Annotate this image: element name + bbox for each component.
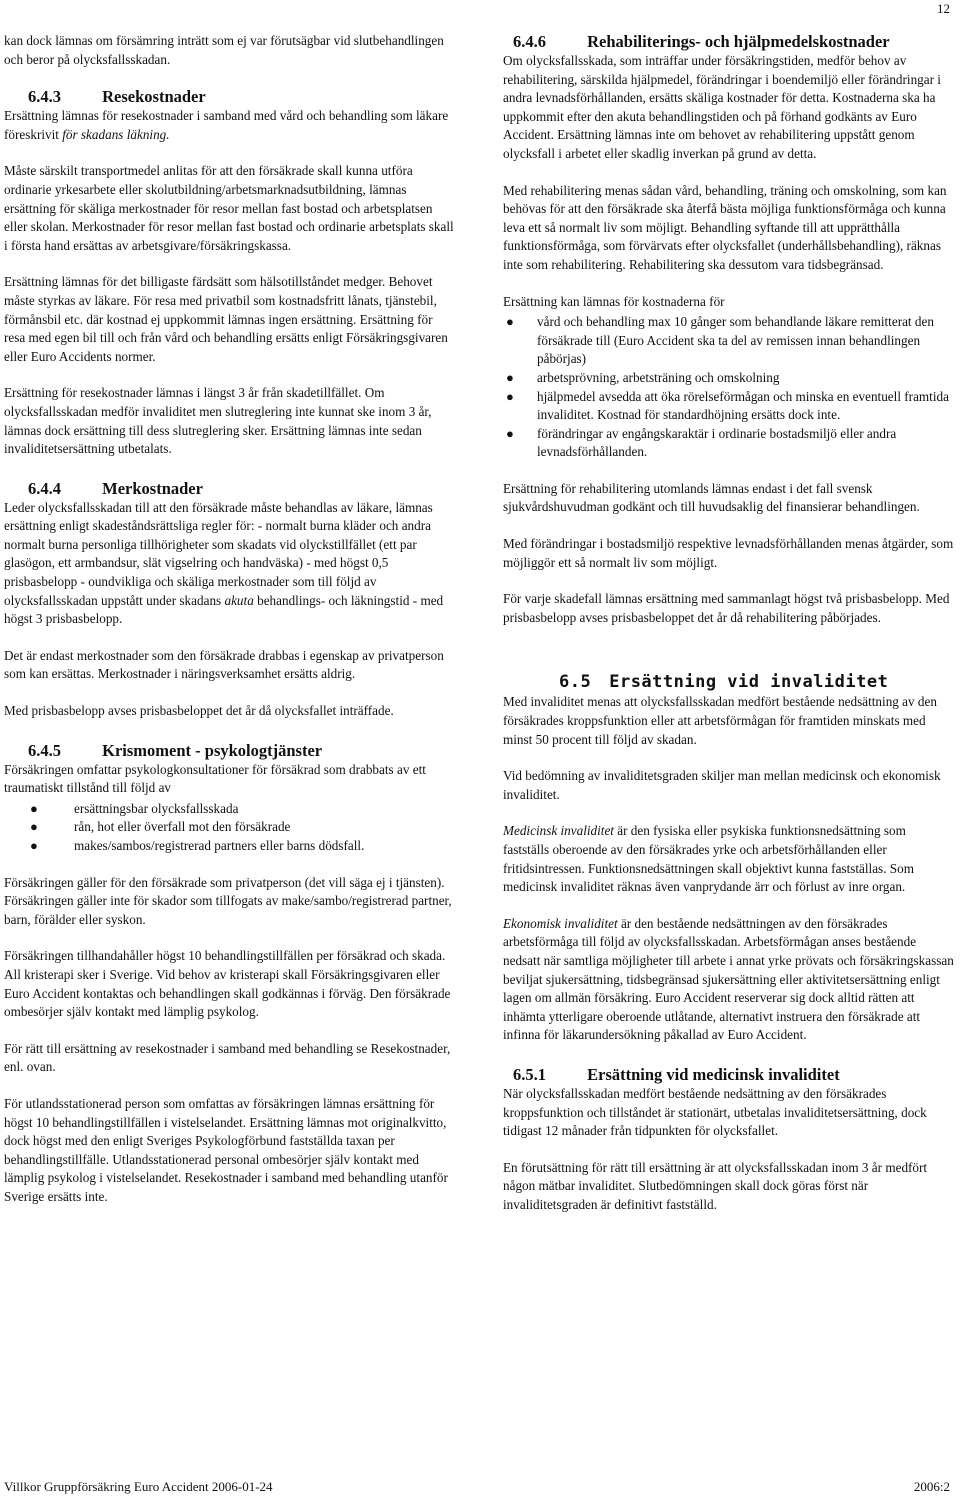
heading-6-5: [559, 671, 955, 693]
heading-6-4-6: [503, 32, 955, 52]
rehab-p3: Ersättning kan lämnas för kostnaderna för: [503, 293, 725, 309]
text-run: Leder olycksfallsskadan till att den försäkrade måste behandlas av läkare, lämnas ersättning enligt skadeståndsrättsliga regler för: - normalt burna kläder och andra normalt burna personliga tillhörigheter som skadats vid olyckstillfället (ett par glasögon, ett armbandsur, slät vigselring och handväska) - med högst 0,5 prisbasbelopp - oundvikliga och skäliga merkostnader som till följd av olycksfallsskadan uppstått under skadans: [4, 499, 433, 608]
krismoment-p3: Försäkringen tillhandahåller högst 10 behandlingstillfällen per försäkrad och skada. All kristerapi sker i Sverige. Vid behov av kristerapi skall Försäkringsgivaren eller Euro Accident kontaktas och behandlingen skall godkännas i förväg. Den försäkrade ombesörjer själv kontakt med lämplig psykolog.: [4, 948, 451, 1020]
invaliditet-p4: [503, 915, 955, 1045]
medicinsk-p2: En förutsättning för rätt till ersättning är att olycksfallsskadan inom 3 år medfört någon mätbar invaliditet. Slutbedömningen skall dock göras först när invaliditetsgraden är definitivt fastställd.: [503, 1159, 928, 1212]
list-item: [4, 837, 454, 856]
italic-run: Medicinsk invaliditet: [503, 823, 614, 839]
krismoment-p1: Försäkringen omfattar psykologkonsultationer för försäkrad som drabbats av ett traumatiskt tillstånd till följd av: [4, 761, 426, 796]
text-run: är den bestående nedsättningen av den försäkrades arbetsförmåga till följd av olycksfallsskadan. Arbetsförmågan anses bestående nedsatt när samtliga möjligheter till arbete i annat yrke prövats och försäkringskassan beviljat sjukersättning, tidsbegränsad sjukersättning eller aktivitetsersättning enligt lagen om allmän försäkring. Euro Accident reserverar sig dock alltid rätten att inhämta ytterligare oberoende utlåtande, alternativt instruera den försäkrade att infinna för läkarundersökning påkallad av Euro Accident.: [503, 915, 954, 1043]
list-item-text: makes/sambos/registrerad partners eller barns dödsfall.: [74, 838, 365, 853]
bullet-icon: ●: [506, 314, 514, 330]
heading-title: Merkostnader: [102, 478, 203, 498]
heading-title: Krismoment - psykologtjänster: [102, 740, 323, 760]
italic-run: akuta: [224, 592, 254, 608]
list-item: [4, 818, 454, 837]
bullet-icon: ●: [30, 800, 38, 816]
heading-number: 6.4.5: [28, 740, 61, 760]
heading-title: Rehabiliterings- och hjälpmedelskostnader: [587, 32, 890, 51]
krismoment-p5: För utlandsstationerad person som omfattas av försäkringen lämnas ersättning för högst 10 behandlingstillfällen i vistelselandet. Ersättning lämnas mot originalkvitto, dock högst med den enligt Sveriges Psykologförbund fastställda taxan per behandlingstillfälle. Utlandsstationerad personal ombesörjer själv kontakt med lämplig psykolog i vistelselandet. Resekostnader i samband med behandling utanför Sverige ersätts inte.: [4, 1095, 448, 1204]
italic-run: Ekonomisk invaliditet: [503, 915, 618, 931]
heading-number: 6.5.1: [513, 1064, 546, 1084]
list-item: [4, 800, 454, 819]
rehab-p1: Om olycksfallsskada, som inträffar under försäkringstiden, medför behov av rehabilitering, särskilda hjälpmedel, förändringar i boendemiljö eller förändringar i andra levnadsförhållanden, ersätts skäliga kostnader för detta. Kostnaderna ska ha uppkommit efter den akuta behandlingstiden och på förhand godkänts av Euro Accident. Ersättning lämnas inte om behovet av rehabilitering uppstått genom olycksfall i arbetet eller skadlig inverkan på grund av detta.: [503, 53, 941, 161]
heading-number: 6.4.4: [28, 478, 61, 498]
left-column: [4, 32, 454, 1225]
intro-paragraph: kan dock lämnas om försämring inträtt som ej var förutsägbar vid slutbehandlingen och beror på olycksfallsskadan.: [4, 33, 444, 67]
list-item-text: förändringar av engångskaraktär i ordinarie bostadsmiljö eller andra levnadsförhållanden.: [537, 425, 897, 460]
rehab-p6: För varje skadefall lämnas ersättning med sammanlagt högst två prisbasbelopp. Med prisbasbelopp avses prisbasbeloppet det år då rehabilitering påbörjades.: [503, 591, 950, 625]
list-item-text: ersättningsbar olycksfallsskada: [74, 800, 239, 816]
invaliditet-p3: [503, 822, 955, 896]
merkostnader-p3: Med prisbasbelopp avses prisbasbeloppet det år då olycksfallet inträffade.: [4, 703, 394, 719]
list-item: [503, 313, 955, 369]
heading-title: Ersättning vid invaliditet: [609, 672, 889, 693]
footer-document-title: Villkor Gruppförsäkring Euro Accident 2006-01-24: [4, 1479, 273, 1494]
right-column: [503, 32, 955, 1233]
rehab-p5: Med förändringar i bostadsmiljö respektive levnadsförhållanden menas åtgärder, som möjliggör ett så normalt liv som möjligt.: [503, 536, 954, 570]
invaliditet-p2: Vid bedömning av invaliditetsgraden skiljer man mellan medicinsk och ekonomisk invaliditet.: [503, 768, 941, 802]
rehab-bullet-list: [503, 313, 955, 462]
merkostnader-p2: Det är endast merkostnader som den försäkrade drabbas i egenskap av privatperson som kan ersättas. Merkostnader i näringsverksamhet ersätts aldrig.: [4, 647, 444, 682]
list-item-text: hjälpmedel avsedda att öka rörelseförmågan och minska en eventuell framtida invaliditet. Kostnad för standardhöjning ersätts dock inte.: [537, 388, 949, 423]
italic-run: för skadans läkning.: [62, 126, 170, 142]
heading-number: 6.4.3: [28, 87, 61, 107]
resekostnader-p1: [4, 107, 454, 144]
krismoment-p2: Försäkringen gäller för den försäkrade som privatperson (det vill säga ej i tjänsten). Försäkringen gäller inte för skador som tillfogats av make/sambo/registrerad partner, barn, förälder eller syskon.: [4, 874, 452, 927]
resekostnader-p4: Ersättning för resekostnader lämnas i längst 3 år från skadetillfället. Om olycksfallsskadan medför invaliditet men slutreglering inte kunnat ske inom 3 år, lämnas dock ersättning till dess slutreglering sker. Ersättning lämnas inte sedan invaliditetsersättning utbetalats.: [4, 385, 432, 457]
list-item: [503, 388, 955, 425]
krismoment-bullet-list: [4, 800, 454, 856]
heading-number: 6.4.6: [513, 32, 546, 51]
page-footer: [4, 1478, 950, 1502]
bullet-icon: ●: [506, 425, 514, 441]
heading-number: 6.5: [559, 672, 592, 693]
bullet-icon: ●: [506, 388, 514, 404]
krismoment-p4: För rätt till ersättning av resekostnader i samband med behandling se Resekostnader, enl. ovan.: [4, 1040, 451, 1075]
footer-version: 2006:2: [913, 1479, 950, 1494]
resekostnader-p2: Måste särskilt transportmedel anlitas för att den försäkrade skall kunna utföra ordinarie yrkesarbete eller skolutbildning/arbetsmarknadsutbildning, lämnas ersättning för skäliga merkostnader för resor mellan fast bostad och arbetsplatsen eller skolan. Merkostnader för resor mellan fast bostad och ordinarie arbetsplats skall i första hand ersättas av arbetsgivare/försäkringskassa.: [4, 163, 454, 253]
text-run: Ersättning lämnas för resekostnader i samband med vård och behandling som läkare föreskrivit: [4, 108, 449, 142]
bullet-icon: ●: [30, 838, 38, 853]
text-run: behandlings- och läkningstid - med högst 3 prisbasbelopp.: [4, 592, 444, 627]
list-item: [503, 425, 955, 462]
heading-title: Resekostnader: [102, 87, 206, 107]
medicinsk-p1: När olycksfallsskadan medfört bestående nedsättning av den försäkrades kroppsfunktion och tillståndet är stationärt, utbetalas invaliditetsersättning, dock tidigast 12 månader från tidpunkten för olycksfallet.: [503, 1085, 927, 1139]
heading-6-4-5: [4, 741, 454, 761]
list-item-text: rån, hot eller överfall mot den försäkrade: [74, 819, 291, 835]
bullet-icon: ●: [30, 819, 38, 835]
heading-6-5-1: [503, 1065, 955, 1085]
resekostnader-p3: Ersättning lämnas för det billigaste färdsätt som hälsotillståndet medger. Behovet måste styrkas av läkare. För resa med privatbil som kostnadsfritt lånats, tjänstebil, förmånsbil etc. där kostnad ej uppkommit lämnas ingen ersättning. Ersättning för resa med egen bil till och från vård och behandling ersätts enligt Försäkringsgivaren eller Euro Accidents normer.: [4, 274, 448, 364]
merkostnader-p1: [4, 499, 454, 629]
invaliditet-p1: Med invaliditet menas att olycksfallsskadan medfört bestående nedsättning av den försäkrades kroppsfunktion eller att arbetsförmågan för framtiden minskats med minst 50 procent till följd av skadan.: [503, 694, 937, 747]
heading-6-4-4: [4, 479, 454, 499]
list-item-text: vård och behandling max 10 gånger som behandlande läkare remitterat den försäkrade till (Euro Accident ska ta del av remissen innan behandlingen påbörjas): [537, 314, 934, 367]
bullet-icon: ●: [506, 369, 514, 385]
list-item-text: arbetsprövning, arbetsträning och omskolning: [537, 369, 780, 385]
page-number: 12: [937, 1, 950, 16]
rehab-p4: Ersättning för rehabilitering utomlands lämnas endast i det fall svensk sjukvårdshuvudman godkänt och till huvudsaklig del finansierar behandlingen.: [503, 480, 920, 515]
text-run: är den fysiska eller psykiska funktionsnedsättning som fastställs oberoende av den försäkrades yrke och arbetsförhållanden eller fritidsintressen. Funktionsnedsättningen skall objektivt kunna fastställas. Som medicinsk invaliditet räknas även vanprydande ärr och förlust av inre organ.: [503, 823, 914, 895]
rehab-p2: Med rehabilitering menas sådan vård, behandling, träning och omskolning, som kan behövas för att den försäkrade ska återfå bästa möjliga funktionsförmåga och kunna leva ett så normalt liv som möjligt. Behandling syftande till att upprätthålla funktionsförmåga, som förvärvats efter olycksfallet (underhållsbehandling), räknas inte som rehabilitering. Rehabilitering ska dessutom vara tidsbegränsad.: [503, 182, 947, 272]
list-item: [503, 369, 955, 388]
heading-title: Ersättning vid medicinsk invaliditet: [587, 1064, 840, 1084]
heading-6-4-3: [4, 87, 454, 107]
